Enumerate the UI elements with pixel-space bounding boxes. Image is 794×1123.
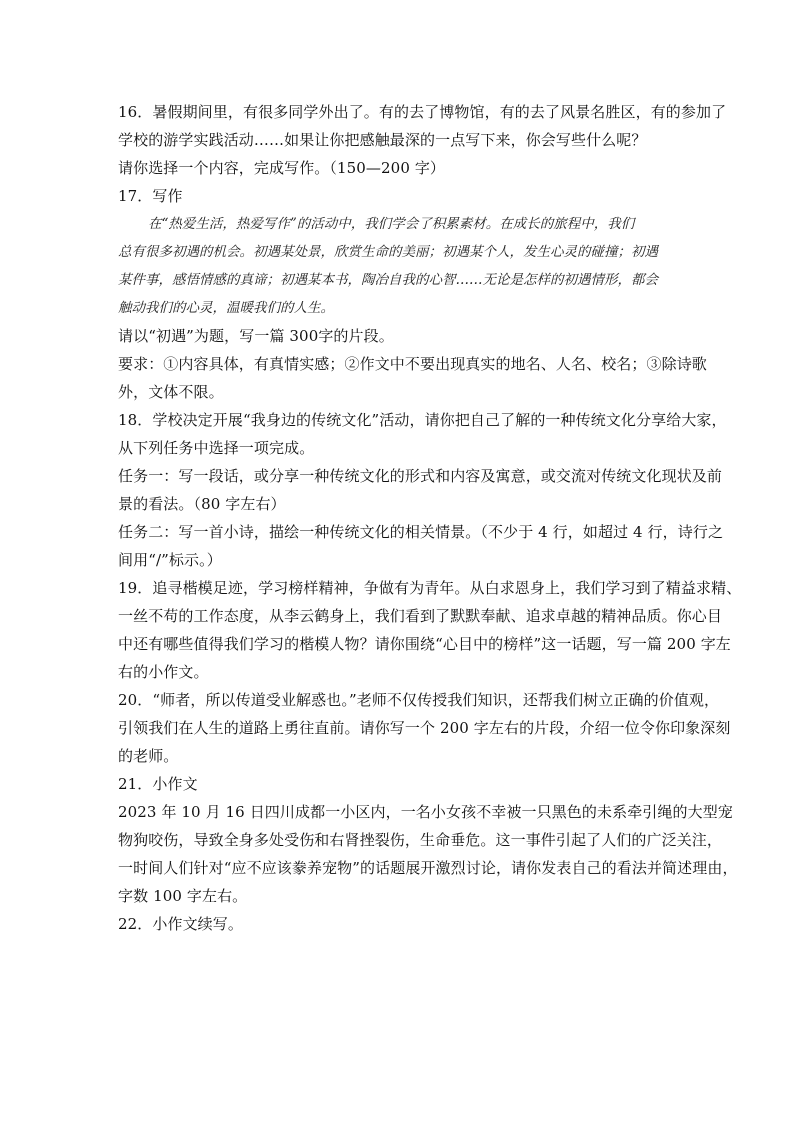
q21-line: 2023 年 10 月 16 日四川成都一小区内，一名小女孩不幸被一只黑色的未系牵引绳的大型宠 <box>118 803 733 821</box>
q17-line: 要求：①内容具体，有真情实感；②作文中不要出现真实的地名、人名、校名；③除诗歌 <box>118 355 707 373</box>
q18-line: 间用“/”标示。） <box>118 551 222 569</box>
q19-line: 中还有哪些值得我们学习的楷模人物？请你围绕“心目中的榜样”这一话题，写一篇 200 字左 <box>118 635 731 653</box>
q21-heading: 21．小作文 <box>118 775 198 793</box>
question-17 <box>118 182 707 406</box>
q21-line: 字数 100 字左右。 <box>118 887 248 905</box>
q16-line: 请你选择一个内容，完成写作。（150—200 字） <box>118 159 446 177</box>
q17-passage-line: 某件事，感悟情感的真谛；初遇某本书，陶冶自我的心智……无论是怎样的初遇情形，都会 <box>118 272 658 288</box>
question-19 <box>118 574 742 686</box>
q22-heading: 22．小作文续写。 <box>118 915 243 933</box>
q17-line: 外，文体不限。 <box>118 383 224 401</box>
q16-line: 学校的游学实践活动……如果让你把感触最深的一点写下来，你会写些什么呢？ <box>118 131 647 149</box>
question-20 <box>118 686 731 770</box>
q20-line: 20．“师者，所以传道受业解惑也。”老师不仅传授我们知识，还帮我们树立正确的价值观， <box>118 691 720 709</box>
q16-line: 16．暑假期间里，有很多同学外出了。有的去了博物馆，有的去了风景名胜区，有的参加了 <box>118 103 727 121</box>
q20-line: 的老师。 <box>118 747 179 765</box>
q18-line: 任务二：写一首小诗，描绘一种传统文化的相关情景。（不少于 4 行，如超过 4 行，诗行之 <box>118 523 724 541</box>
q19-line: 右的小作文。 <box>118 663 209 681</box>
question-18 <box>118 406 727 574</box>
q21-line: 一时间人们针对“应不应该豢养宠物”的话题展开激烈讨论，请你发表自己的看法并简述理由， <box>118 859 738 877</box>
q17-passage-line: 在“热爱生活，热爱写作”的活动中，我们学会了积累素材。在成长的旅程中，我们 <box>148 216 635 232</box>
question-16 <box>118 98 727 182</box>
q17-passage-line: 触动我们的心灵，温暖我们的人生。 <box>118 300 334 316</box>
q18-line: 任务一：写一段话，或分享一种传统文化的形式和内容及寓意，或交流对传统文化现状及前 <box>118 467 723 485</box>
question-22 <box>118 910 680 938</box>
q19-line: 19．追寻楷模足迹，学习榜样精神，争做有为青年。从白求恩身上，我们学习到了精益求精、 <box>118 579 742 597</box>
q18-line: 景的看法。（80 字左右） <box>118 495 286 513</box>
q18-line: 18．学校决定开展“我身边的传统文化”活动，请你把自己了解的一种传统文化分享给大家， <box>118 411 727 429</box>
q19-line: 一丝不苟的工作态度，从李云鹤身上，我们看到了默默奉献、追求卓越的精神品质。你心目 <box>118 607 723 625</box>
q20-line: 引领我们在人生的道路上勇往直前。请你写一个 200 字左右的片段，介绍一位令你印象深刻 <box>118 719 731 737</box>
document-page <box>118 98 742 938</box>
q21-line: 物狗咬伤，导致全身多处受伤和右肾挫裂伤，生命垂危。这一事件引起了人们的广泛关注， <box>118 831 723 849</box>
question-21 <box>118 770 738 910</box>
q17-passage-line: 总有很多初遇的机会。初遇某处景，欣赏生命的美丽；初遇某个人，发生心灵的碰撞；初遇 <box>118 244 658 260</box>
q17-heading: 17．写作 <box>118 187 183 205</box>
q17-line: 请以“初遇”为题，写一篇 300字的片段。 <box>118 327 394 345</box>
q18-line: 从下列任务中选择一项完成。 <box>118 439 315 457</box>
